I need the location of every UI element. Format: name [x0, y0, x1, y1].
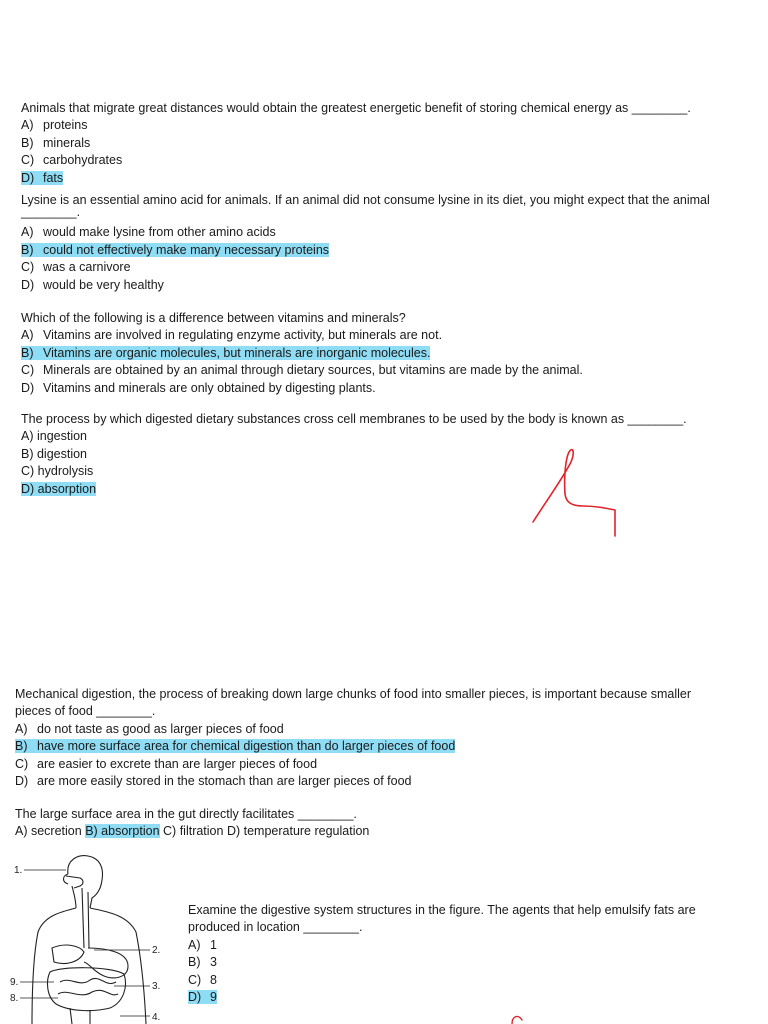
- handwritten-ink-mark: [508, 1012, 528, 1024]
- answer-option-c: C) Minerals are obtained by an animal through dietary sources, but vitamins are made by the animal.: [21, 363, 583, 378]
- question-stem: Which of the following is a difference between vitamins and minerals?: [21, 311, 406, 325]
- question-stem: Animals that migrate great distances would obtain the greatest energetic benefit of storing chemical energy as ________.: [21, 101, 691, 115]
- question-stem: Mechanical digestion, the process of breaking down large chunks of food into smaller pieces, is important because smaller: [15, 687, 692, 701]
- answer-option-a: A) do not taste as good as larger pieces of food: [15, 721, 284, 736]
- answer-option-b: [15, 738, 691, 755]
- figure-label-8: 8.: [10, 993, 19, 1004]
- figure-label-9: 9.: [10, 977, 19, 988]
- highlighted-answer: B) Vitamins are organic molecules, but minerals are inorganic molecules.: [21, 345, 431, 360]
- answer-option-c: C) carbohydrates: [21, 153, 123, 168]
- answer-option-a: A) 1: [188, 937, 217, 952]
- answer-option-a: A) ingestion: [21, 429, 88, 444]
- highlighted-answer: B) have more surface area for chemical digestion than do larger pieces of food: [15, 739, 456, 754]
- question-stem: Lysine is an essential amino acid for animals. If an animal did not consume lysine in its diet, you might expect that the animal: [21, 193, 710, 207]
- highlighted-answer: B) could not effectively make many necessary proteins: [21, 242, 330, 257]
- answer-option-b: B) digestion: [21, 446, 88, 461]
- highlighted-answer: D) 9: [188, 990, 217, 1005]
- question-5: [15, 686, 691, 790]
- figure-label-1: 1.: [14, 865, 23, 876]
- answer-option-c: C) hydrolysis: [21, 464, 94, 479]
- answer-option-d: D) temperature regulation: [226, 824, 370, 839]
- answer-option-a: A) proteins: [21, 118, 88, 133]
- answer-option-d: [188, 989, 696, 1006]
- answer-option-c: C) 8: [188, 972, 217, 987]
- answer-option-b: [21, 345, 583, 362]
- question-1: [21, 100, 691, 187]
- answer-option-c: C) filtration: [163, 824, 224, 839]
- question-stem-line-2: pieces of food ________.: [15, 704, 156, 719]
- answer-option-b: B) 3: [188, 955, 217, 970]
- question-stem: The process by which digested dietary substances cross cell membranes to be used by the body is known as ________.: [21, 412, 687, 426]
- answer-option-a: A) secretion: [15, 824, 82, 839]
- figure-label-2: 2.: [152, 945, 161, 956]
- question-stem-blank: ________.: [21, 205, 81, 220]
- handwritten-check-mark: [525, 440, 635, 550]
- highlighted-answer: B) absorption: [85, 824, 160, 839]
- answer-option-b: [21, 242, 710, 259]
- answer-option-d: D) would be very healthy: [21, 277, 164, 292]
- question-7: [188, 902, 696, 1006]
- highlighted-answer: D) absorption: [21, 481, 97, 496]
- answer-option-a: A) would make lysine from other amino acids: [21, 225, 276, 240]
- answer-option-c: C) are easier to excrete than are larger pieces of food: [15, 756, 318, 771]
- answer-option-d: D) are more easily stored in the stomach than are larger pieces of food: [15, 774, 412, 789]
- figure-label-4: 4.: [152, 1012, 161, 1023]
- highlighted-answer: D) fats: [21, 170, 64, 185]
- question-3: [21, 310, 583, 397]
- question-stem: The large surface area in the gut directly facilitates ________.: [15, 807, 357, 821]
- answer-option-a: A) Vitamins are involved in regulating enzyme activity, but minerals are not.: [21, 328, 443, 343]
- answer-option-b: B) minerals: [21, 135, 91, 150]
- inline-options: [15, 823, 369, 840]
- answer-option-c: C) was a carnivore: [21, 260, 131, 275]
- figure-label-3: 3.: [152, 981, 161, 992]
- question-stem: Examine the digestive system structures in the figure. The agents that help emulsify fats are: [188, 903, 696, 917]
- question-stem-line-2: produced in location ________.: [188, 920, 363, 935]
- answer-option-d: [21, 170, 691, 187]
- question-6: [15, 806, 369, 841]
- answer-option-d: D) Vitamins and minerals are only obtained by digesting plants.: [21, 380, 376, 395]
- question-2: [21, 192, 710, 294]
- digestive-system-figure: [10, 852, 180, 1024]
